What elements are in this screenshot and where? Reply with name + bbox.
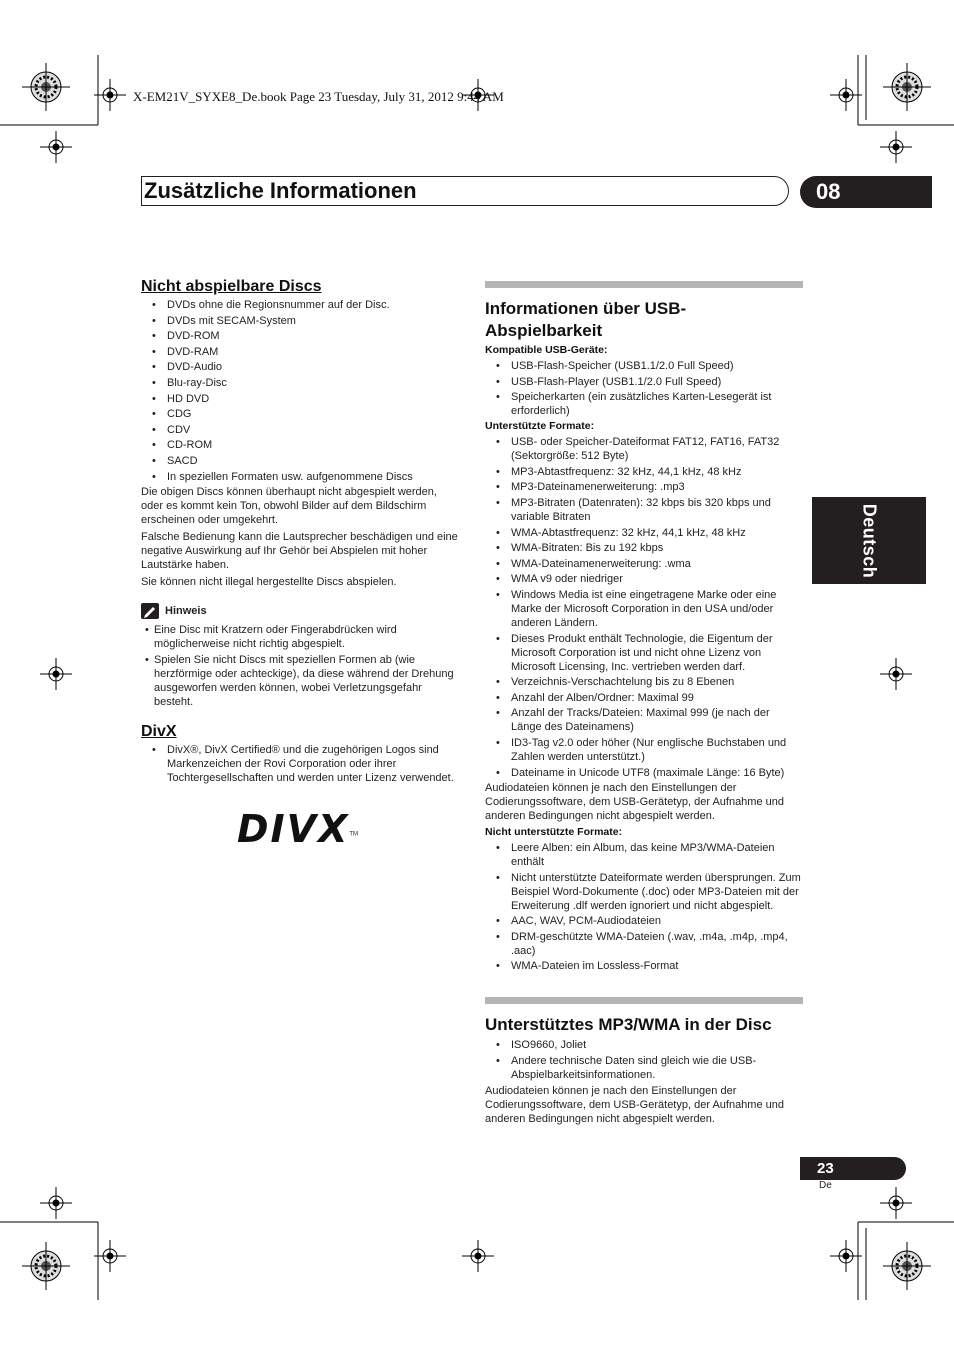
divx-list (141, 743, 459, 785)
list-item: • ISO9660, Joliet (485, 1038, 803, 1052)
note-header (141, 603, 459, 619)
note-label: Hinweis (165, 605, 207, 618)
disc-mp3-paragraph: Audiodateien können je nach den Einstellungen der Codierungssoftware, dem USB-Gerätetyp, der Aufnahme und anderen Bedingungen nicht abgespielt werden. (485, 1084, 784, 1125)
list-item: • Verzeichnis-Verschachtelung bis zu 8 Ebenen (485, 675, 803, 689)
divx-logo (237, 807, 459, 851)
disc-mp3-list (485, 1038, 803, 1082)
list-item: • DVD-RAM (141, 345, 459, 359)
list-item: • MP3-Dateinamenerweiterung: .mp3 (485, 480, 803, 494)
heading-discs: Nicht abspielbare Discs (141, 278, 322, 295)
list-item: • SACD (141, 454, 459, 468)
language-tab-label: Deutsch (859, 503, 880, 578)
list-item: • MP3-Abtastfrequenz: 32 kHz, 44,1 kHz, 48 kHz (485, 465, 803, 479)
list-item: • Anzahl der Alben/Ordner: Maximal 99 (485, 691, 803, 705)
section-rule (485, 997, 803, 1004)
list-item: • CDV (141, 423, 459, 437)
list-item: • WMA v9 oder niedriger (485, 572, 803, 586)
list-item: • WMA-Dateien im Lossless-Format (485, 959, 803, 973)
divx-logo-text: DIVX (237, 806, 350, 851)
heading-divx: DivX (141, 722, 177, 740)
list-item: • Leere Alben: ein Album, das keine MP3/WMA-Dateien enthält (485, 841, 803, 869)
list-item: • WMA-Abtastfrequenz: 32 kHz, 44,1 kHz, 48 kHz (485, 526, 803, 540)
unsupported-label: Nicht unterstützte Formate: (485, 826, 623, 839)
page-number: 23 (800, 1157, 906, 1180)
list-item: • ID3-Tag v2.0 oder höher (Nur englische Buchstaben und Zahlen werden unterstützt.) (485, 736, 803, 764)
divx-logo-tm: TM (349, 831, 359, 838)
list-item: • DVD-Audio (141, 360, 459, 374)
list-item: • DVD-ROM (141, 329, 459, 343)
language-tab (812, 497, 926, 584)
list-item: • AAC, WAV, PCM-Audiodateien (485, 914, 803, 928)
discs-paragraph: Sie können nicht illegal hergestellte Discs abspielen. (141, 576, 397, 589)
right-column (485, 281, 803, 1129)
list-item: • HD DVD (141, 392, 459, 406)
chapter-title: Zusätzliche Informationen (144, 178, 417, 203)
list-item: • USB-Flash-Speicher (USB1.1/2.0 Full Speed) (485, 359, 803, 373)
list-item: • DivX®, DivX Certified® und die zugehörigen Logos sind Markenzeichen der Rovi Corporation oder ihrer Tochtergesellschaften und werden unter Lizenz verwendet. (141, 743, 459, 785)
list-item: • Dateiname in Unicode UTF8 (maximale Länge: 16 Byte) (485, 766, 803, 780)
section-rule (485, 281, 803, 288)
list-item: • USB-Flash-Player (USB1.1/2.0 Full Speed) (485, 375, 803, 389)
list-item: • Dieses Produkt enthält Technologie, die Eigentum der Microsoft Corporation ist und nicht ohne Lizenz von Microsoft Licensing, Inc. vertrieben werden darf. (485, 632, 803, 674)
note-list (141, 623, 459, 709)
list-item: • WMA-Bitraten: Bis zu 192 kbps (485, 541, 803, 555)
compatible-list (485, 359, 803, 418)
list-item: • DRM-geschützte WMA-Dateien (.wav, .m4a, .m4p, .mp4, .aac) (485, 930, 803, 958)
list-item: • Speicherkarten (ein zusätzliches Karten-Lesegerät ist erforderlich) (485, 390, 803, 418)
list-item: • Andere technische Daten sind gleich wie die USB-Abspielbarkeitsinformationen. (485, 1054, 803, 1082)
list-item: • MP3-Bitraten (Datenraten): 32 kbps bis 320 kbps und variable Bitraten (485, 496, 803, 524)
list-item: • Windows Media ist eine eingetragene Marke oder eine Marke der Microsoft Corporation in den USA und/oder anderen Ländern. (485, 588, 803, 630)
discs-paragraph: Die obigen Discs können überhaupt nicht abgespielt werden, oder es kommt kein Ton, obwohl Bilder auf dem Bildschirm erscheinen oder umgekehrt. (141, 486, 437, 527)
supported-list (485, 435, 803, 779)
compatible-label: Kompatible USB-Geräte: (485, 344, 608, 356)
list-item: • In speziellen Formaten usw. aufgenommene Discs (141, 470, 459, 484)
unsupported-list (485, 841, 803, 973)
heading-usb: Informationen über USB-Abspielbarkeit (485, 299, 687, 340)
list-item: • CD-ROM (141, 438, 459, 452)
list-item: • DVDs ohne die Regionsnummer auf der Disc. (141, 298, 459, 312)
list-item: • Anzahl der Tracks/Dateien: Maximal 999 (je nach der Länge des Dateinamens) (485, 706, 803, 734)
file-info: X-EM21V_SYXE8_De.book Page 23 Tuesday, July 31, 2012 9:44 AM (133, 89, 504, 104)
unplayable-discs-list (141, 298, 459, 484)
discs-paragraph: Falsche Bedienung kann die Lautsprecher beschädigen und eine negative Auswirkung auf Ihr Gehör bei Abspielen mit hoher Lautstärke haben. (141, 531, 458, 572)
list-item: • USB- oder Speicher-Dateiformat FAT12, FAT16, FAT32 (Sektorgröße: 512 Byte) (485, 435, 803, 463)
list-item: • Eine Disc mit Kratzern oder Fingerabdrücken wird möglicherweise nicht richtig abgespielt. (141, 623, 459, 651)
list-item: • Spielen Sie nicht Discs mit speziellen Formen ab (wie herzförmige oder achteckige), da diese während der Drehung ausgeworfen werden können, wobei Verletzungsgefahr besteht. (141, 653, 459, 709)
list-item: • Nicht unterstützte Dateiformate werden übersprungen. Zum Beispiel Word-Dokumente (.doc) oder MP3-Dateien mit der Erweiterung .dlf werden ignoriert und nicht abgespielt. (485, 871, 803, 913)
pencil-note-icon (141, 603, 159, 619)
list-item: • CDG (141, 407, 459, 421)
heading-disc-mp3: Unterstütztes MP3/WMA in der Disc (485, 1015, 772, 1035)
left-column (141, 278, 459, 851)
page-lang-code: De (819, 1180, 832, 1191)
list-item: • DVDs mit SECAM-System (141, 314, 459, 328)
chapter-number: 08 (800, 176, 932, 208)
supported-label: Unterstützte Formate: (485, 420, 595, 433)
list-item: • Blu-ray-Disc (141, 376, 459, 390)
list-item: • WMA-Dateinamenerweiterung: .wma (485, 557, 803, 571)
usb-paragraph: Audiodateien können je nach den Einstellungen der Codierungssoftware, dem USB-Gerätetyp, der Aufnahme und anderen Bedingungen nicht abgespielt werden. (485, 782, 784, 823)
